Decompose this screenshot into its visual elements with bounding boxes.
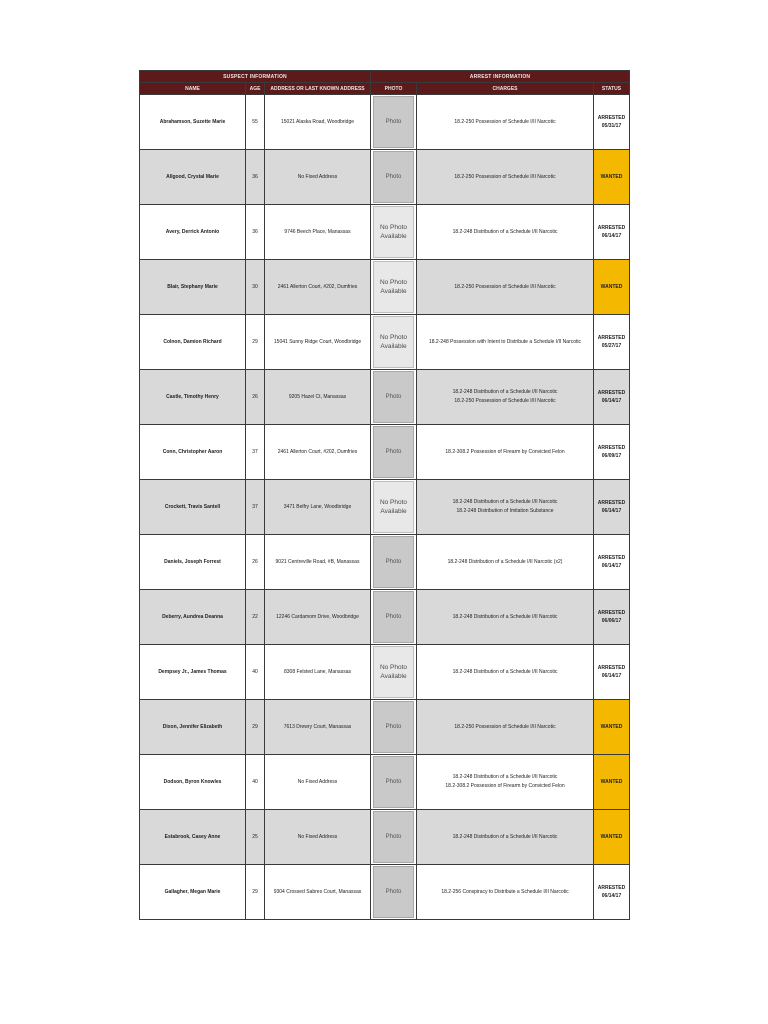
photo-cell	[371, 315, 417, 370]
arrest-roster-table	[139, 70, 630, 920]
status-date: 06/14/17	[601, 673, 622, 679]
charge-line: 18.2-308.2 Possession of Firearm by Convicted Felon	[445, 448, 565, 455]
status-wanted	[594, 810, 630, 865]
photo-placeholder-label: Photo	[385, 724, 402, 730]
suspect-age: 26	[246, 535, 265, 590]
no-photo-label: No Photo Available	[379, 224, 408, 240]
status-arrested	[594, 590, 630, 645]
arrest-info-header: ARREST INFORMATION	[371, 71, 630, 83]
table-row	[140, 535, 630, 590]
table-row	[140, 865, 630, 920]
photo-placeholder	[373, 426, 414, 478]
address-column-header: ADDRESS OR LAST KNOWN ADDRESS	[265, 83, 371, 95]
charge-line: 18.2-250 Possession of Schedule I/II Narcotic	[454, 118, 556, 125]
charges-cell	[417, 95, 594, 150]
table-row	[140, 425, 630, 480]
table-row	[140, 700, 630, 755]
suspect-age: 40	[246, 755, 265, 810]
suspect-address: 9746 Beech Place, Manassas	[265, 205, 371, 260]
suspect-name: Blair, Stephany Marie	[140, 260, 246, 315]
suspect-name: Crockett, Travis Santell	[140, 480, 246, 535]
photo-cell	[371, 590, 417, 645]
status-wanted	[594, 700, 630, 755]
no-photo-label: No Photo Available	[379, 279, 408, 295]
charges-cell	[417, 645, 594, 700]
suspect-name: Colnon, Damion Richard	[140, 315, 246, 370]
photo-cell	[371, 150, 417, 205]
suspect-address: 7613 Drewry Court, Manassas	[265, 700, 371, 755]
status-arrested	[594, 865, 630, 920]
status-arrested	[594, 535, 630, 590]
suspect-age: 22	[246, 590, 265, 645]
suspect-age: 25	[246, 810, 265, 865]
suspect-age: 29	[246, 700, 265, 755]
status-label: ARRESTED	[597, 225, 626, 231]
charges-cell	[417, 315, 594, 370]
status-date: 06/14/17	[601, 233, 622, 239]
suspect-name: Dempsey Jr., James Thomas	[140, 645, 246, 700]
status-arrested	[594, 645, 630, 700]
charge-line: 18.2-248 Possession with Intent to Distribute a Schedule I/II Narcotic	[428, 338, 582, 345]
photo-placeholder-label: Photo	[385, 559, 402, 565]
table-row	[140, 315, 630, 370]
status-date: 06/14/17	[601, 563, 622, 569]
status-date: 06/14/17	[601, 508, 622, 514]
suspect-name: Abrahamson, Suzette Marie	[140, 95, 246, 150]
no-photo-label: No Photo Available	[379, 664, 408, 680]
charge-line: 18.2-308.2 Possession of Firearm by Convicted Felon	[445, 783, 565, 789]
photo-cell	[371, 810, 417, 865]
status-date: 05/27/17	[601, 343, 622, 349]
suspect-address: 15021 Alaska Road, Woodbridge	[265, 95, 371, 150]
photo-placeholder-label: Photo	[385, 119, 402, 125]
suspect-age: 36	[246, 205, 265, 260]
suspect-age: 40	[246, 645, 265, 700]
suspect-age: 37	[246, 480, 265, 535]
charge-line: 18.2-248 Distribution of a Schedule I/II Narcotic (x2)	[447, 558, 563, 565]
photo-placeholder	[373, 866, 414, 918]
suspect-address: 9205 Hazel Ct, Manassas	[265, 370, 371, 425]
suspect-address: 12246 Cardamom Drive, Woodbridge	[265, 590, 371, 645]
photo-placeholder	[373, 811, 414, 863]
suspect-address: 2461 Allerton Court, #202, Dumfries	[265, 260, 371, 315]
charges-cell	[417, 865, 594, 920]
suspect-name: Estabrook, Casey Anne	[140, 810, 246, 865]
status-date: 06/14/17	[601, 893, 622, 899]
charges-cell	[417, 480, 594, 535]
photo-placeholder	[373, 371, 414, 423]
table-row	[140, 645, 630, 700]
suspect-name: Deberry, Aundrea Deanna	[140, 590, 246, 645]
age-column-header: AGE	[246, 83, 265, 95]
status-arrested	[594, 95, 630, 150]
group-header-row	[140, 71, 630, 83]
photo-placeholder	[373, 756, 414, 808]
photo-cell	[371, 535, 417, 590]
status-date: 05/31/17	[601, 123, 622, 129]
photo-cell	[371, 370, 417, 425]
photo-placeholder	[373, 591, 414, 643]
photo-cell	[371, 480, 417, 535]
status-label: ARRESTED	[597, 500, 626, 506]
photo-placeholder-label: Photo	[385, 779, 402, 785]
column-header-row	[140, 83, 630, 95]
status-label: WANTED	[600, 284, 623, 290]
charge-line: 18.2-250 Possession of Schedule I/II Narcotic	[454, 398, 556, 404]
status-label: ARRESTED	[597, 555, 626, 561]
suspect-age: 30	[246, 260, 265, 315]
suspect-name: Dixon, Jennifer Elizabeth	[140, 700, 246, 755]
photo-column-header: PHOTO	[371, 83, 417, 95]
charges-cell	[417, 205, 594, 260]
photo-placeholder-label: Photo	[385, 889, 402, 895]
charges-column-header: CHARGES	[417, 83, 594, 95]
photo-cell	[371, 700, 417, 755]
status-label: ARRESTED	[597, 115, 626, 121]
charges-cell	[417, 260, 594, 315]
status-wanted	[594, 150, 630, 205]
suspect-name: Castle, Timothy Henry	[140, 370, 246, 425]
suspect-age: 36	[246, 150, 265, 205]
charge-line: 18.2-248 Distribution of a Schedule I/II Narcotic	[452, 774, 558, 780]
status-column-header: STATUS	[594, 83, 630, 95]
status-label: WANTED	[600, 834, 623, 840]
photo-cell	[371, 205, 417, 260]
status-arrested	[594, 205, 630, 260]
suspect-info-header: SUSPECT INFORMATION	[140, 71, 371, 83]
charge-line: 18.2-250 Possession of Schedule I/II Narcotic	[454, 173, 556, 180]
status-label: ARRESTED	[597, 885, 626, 891]
suspect-name: Avery, Derrick Antonio	[140, 205, 246, 260]
name-column-header: NAME	[140, 83, 246, 95]
suspect-address: 9021 Centreville Road, #B, Manassas	[265, 535, 371, 590]
table-row	[140, 95, 630, 150]
charges-cell	[417, 370, 594, 425]
photo-placeholder-label: Photo	[385, 449, 402, 455]
photo-cell	[371, 645, 417, 700]
status-wanted	[594, 260, 630, 315]
charge-line: 18.2-248 Distribution of a Schedule I/II Narcotic	[452, 613, 558, 620]
photo-placeholder	[373, 536, 414, 588]
status-label: ARRESTED	[597, 665, 626, 671]
charges-cell	[417, 425, 594, 480]
table-row	[140, 755, 630, 810]
suspect-address: 8308 Felsted Lane, Manassas	[265, 645, 371, 700]
photo-placeholder-label: Photo	[385, 834, 402, 840]
photo-cell	[371, 95, 417, 150]
table-row	[140, 260, 630, 315]
status-label: ARRESTED	[597, 335, 626, 341]
status-label: ARRESTED	[597, 610, 626, 616]
status-date: 06/14/17	[601, 398, 622, 404]
status-label: ARRESTED	[597, 390, 626, 396]
table-row	[140, 370, 630, 425]
charge-line: 18.2-248 Distribution of a Schedule I/II Narcotic	[452, 389, 558, 395]
suspect-age: 55	[246, 95, 265, 150]
suspect-name: Daniels, Joseph Forrest	[140, 535, 246, 590]
photo-cell	[371, 865, 417, 920]
status-label: ARRESTED	[597, 445, 626, 451]
status-arrested	[594, 425, 630, 480]
photo-placeholder	[373, 151, 414, 203]
table-row	[140, 810, 630, 865]
table-row	[140, 590, 630, 645]
photo-placeholder-label: Photo	[385, 614, 402, 620]
suspect-address: No Fixed Address	[265, 755, 371, 810]
status-arrested	[594, 315, 630, 370]
charges-cell	[417, 700, 594, 755]
suspect-name: Allgood, Crystal Marie	[140, 150, 246, 205]
charge-line: 18.2-248 Distribution of a Schedule I/II Narcotic	[452, 228, 558, 235]
table-row	[140, 480, 630, 535]
table-row	[140, 205, 630, 260]
suspect-address: No Fixed Address	[265, 150, 371, 205]
charges-cell	[417, 810, 594, 865]
status-date: 06/09/17	[601, 453, 622, 459]
charges-cell	[417, 755, 594, 810]
status-wanted	[594, 755, 630, 810]
charge-line: 18.2-250 Possession of Schedule I/II Narcotic	[454, 723, 556, 730]
photo-placeholder-label: Photo	[385, 174, 402, 180]
charge-line: 18.2-256 Conspiracy to Distribute a Schedule I/II Narcotic	[441, 888, 569, 895]
suspect-age: 26	[246, 370, 265, 425]
suspect-address: 2461 Allerton Court, #202, Dumfries	[265, 425, 371, 480]
no-photo-placeholder	[373, 481, 414, 533]
suspect-age: 37	[246, 425, 265, 480]
no-photo-placeholder	[373, 316, 414, 368]
suspect-address: 15041 Sunny Ridge Court, Woodbridge	[265, 315, 371, 370]
table-row	[140, 150, 630, 205]
charges-cell	[417, 150, 594, 205]
no-photo-placeholder	[373, 646, 414, 698]
suspect-address: No Fixed Address	[265, 810, 371, 865]
status-label: WANTED	[600, 724, 623, 730]
suspect-address: 9304 Crossed Sabres Court, Manassas	[265, 865, 371, 920]
status-label: WANTED	[600, 174, 623, 180]
photo-placeholder	[373, 701, 414, 753]
suspect-name: Conn, Christopher Aaron	[140, 425, 246, 480]
photo-cell	[371, 755, 417, 810]
no-photo-label: No Photo Available	[379, 499, 408, 515]
charge-line: 18.2-248 Distribution of a Schedule I/II Narcotic	[452, 499, 558, 505]
suspect-age: 29	[246, 315, 265, 370]
status-label: WANTED	[600, 779, 623, 785]
charge-line: 18.2-250 Possession of Schedule I/II Narcotic	[454, 283, 556, 290]
status-arrested	[594, 480, 630, 535]
charge-line: 18.2-248 Distribution of a Schedule I/II Narcotic	[452, 833, 558, 840]
charges-cell	[417, 590, 594, 645]
no-photo-label: No Photo Available	[379, 334, 408, 350]
photo-cell	[371, 425, 417, 480]
charges-cell	[417, 535, 594, 590]
photo-placeholder	[373, 96, 414, 148]
charge-line: 18.2-248 Distribution of Imitation Substance	[456, 508, 554, 514]
no-photo-placeholder	[373, 206, 414, 258]
photo-cell	[371, 260, 417, 315]
suspect-name: Dodson, Byron Knowles	[140, 755, 246, 810]
suspect-name: Gallagher, Megan Marie	[140, 865, 246, 920]
charge-line: 18.2-248 Distribution of a Schedule I/II Narcotic	[452, 668, 558, 675]
status-arrested	[594, 370, 630, 425]
photo-placeholder-label: Photo	[385, 394, 402, 400]
suspect-age: 29	[246, 865, 265, 920]
status-date: 06/06/17	[601, 618, 622, 624]
suspect-address: 3471 Belfry Lane, Woodbridge	[265, 480, 371, 535]
no-photo-placeholder	[373, 261, 414, 313]
roster-body	[140, 95, 630, 920]
